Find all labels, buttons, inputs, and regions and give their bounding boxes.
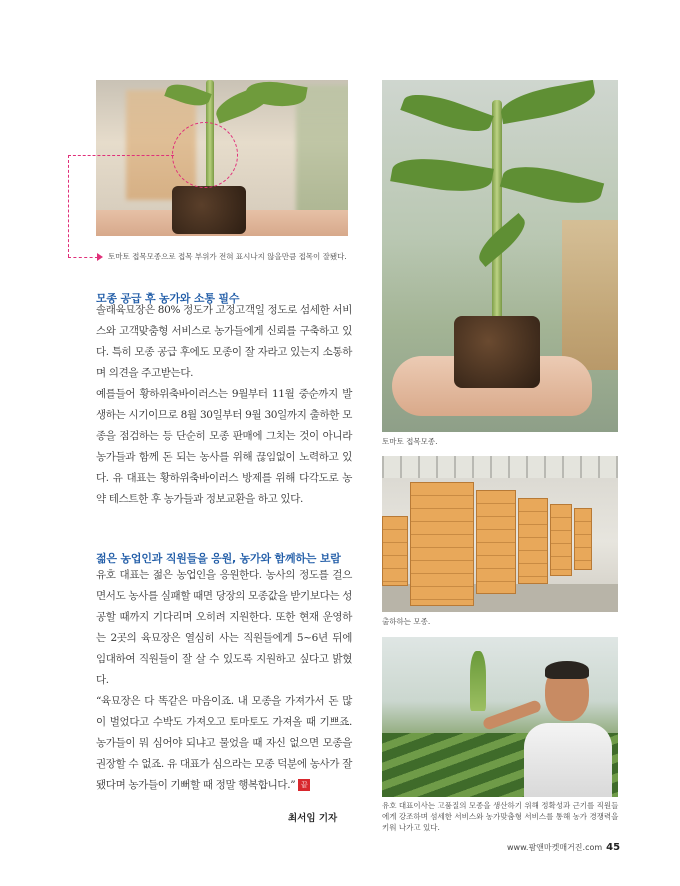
caption-photo1: 토마토 접목모종으로 접목 부위가 전혀 표시나지 않을만큼 접목이 잘됐다. xyxy=(108,252,347,261)
paragraph: 유호 대표는 젊은 농업인을 응원한다. 농사의 정도를 걸으면서도 농사를 실패할 때면 당장의 모종값을 받기보다는 성공할 때까지 기다리며 오히려 지원한다. 또한 현재 운영하는 2곳의 육묘장은 열심히 사는 직원들에게 5~6년 뒤에 임대하여 직원들이 잘 살 수 있도록 지원하고 싶다고 밝혔다. xyxy=(96,569,352,686)
leaf xyxy=(400,85,493,140)
root-plug xyxy=(454,316,540,388)
arm xyxy=(482,699,542,731)
shirt xyxy=(524,723,612,797)
seedling-stem xyxy=(492,100,502,340)
annotation-line xyxy=(68,257,98,258)
seedling xyxy=(470,651,486,711)
leaf xyxy=(498,80,597,124)
paragraph: 솔래육묘장은 80% 정도가 고정고객일 정도로 섬세한 서비스와 고객맞춤형 서비스로 농가들에게 신뢰를 구축하고 있다. 특히 모종 공급 후에도 모종이 잘 자라고 있는지 소통하며 의견을 주고받는다. xyxy=(96,304,352,379)
photo-grafted-seedling-closeup xyxy=(96,80,348,236)
section1-body xyxy=(96,300,352,510)
caption-photo2: 토마토 접목모종. xyxy=(382,437,438,446)
end-mark: 끝 xyxy=(298,779,310,791)
root-plug xyxy=(172,186,246,234)
greenhouse-roof xyxy=(382,456,618,478)
section2-body xyxy=(96,565,352,796)
quote-text: “육묘장은 다 똑같은 마음이죠. 내 모종을 가져가서 돈 많이 벌었다고 수박도 가져오고 토마토도 가져올 때 기쁘죠. 농가들이 뭐 심어야 되냐고 물었을 때 자신 없으면 모종을 권장할 수 없죠. 유 대표가 심으라는 모종 덕분에 농사가 잘 됐다며 농가들이 기뻐할 때 정말 행복합니다.” xyxy=(96,695,352,791)
box-stack xyxy=(476,490,516,594)
annotation-arrow xyxy=(97,253,103,261)
box-stack xyxy=(574,508,592,570)
photo-tomato-grafted-seedling xyxy=(382,80,618,432)
graft-highlight-circle xyxy=(172,122,238,188)
photo-ceo-in-greenhouse xyxy=(382,637,618,797)
hair xyxy=(545,661,589,679)
background-crate xyxy=(562,220,618,370)
photo-shipping-seedlings xyxy=(382,456,618,612)
caption-photo3: 출하하는 모종. xyxy=(382,617,431,626)
byline: 최서임 기자 xyxy=(288,813,338,824)
box-stack xyxy=(382,516,408,586)
paragraph: 예를들어 황하위축바이러스는 9월부터 11월 중순까지 발생하는 시기이므로 8월 30일부터 9월 30일까지 출하한 모종을 점검하는 등 단순히 모종 판매에 그치는 것이 아니라 농가들과 함께 돈 되는 농사를 위해 끊임없이 노력하고 있다. 유 대표는 황하위축바이러스 방제를 위해 다각도로 농약 테스트한 후 농가들과 정보교환을 하고 있다. xyxy=(96,388,352,505)
box-stack xyxy=(550,504,572,576)
section-heading-support: 젊은 농업인과 직원들을 응원, 농가와 함께하는 보람 xyxy=(96,552,341,565)
annotation-line xyxy=(68,155,69,257)
page-number: 45 xyxy=(606,842,621,853)
background-crate xyxy=(296,85,348,215)
box-stack xyxy=(410,482,474,606)
caption-photo4: 유호 대표이사는 고품질의 모종을 생산하기 위해 정확성과 근기를 직원들에게 강조하며 섬세한 서비스와 농가맞춤형 서비스를 통해 농가 경쟁력을 키워 나가고 있다. xyxy=(382,801,619,832)
section-heading-communication: 모종 공급 후 농가와 소통 필수 xyxy=(96,292,240,305)
box-stack xyxy=(518,498,548,584)
leaf xyxy=(500,158,604,213)
site-url: www.팜앤마켓매거진.com xyxy=(507,843,603,852)
annotation-line xyxy=(68,155,174,156)
paragraph xyxy=(96,691,352,796)
page-footer xyxy=(507,842,620,853)
leaf xyxy=(473,213,532,267)
leaf xyxy=(390,152,494,199)
